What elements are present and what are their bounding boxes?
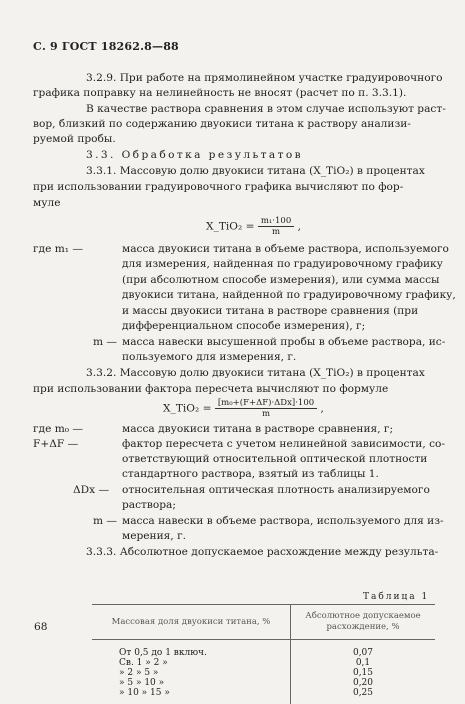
p331-line3: муле (33, 197, 61, 209)
formula-1-lhs: X_TiO₂ = (206, 220, 255, 233)
table-row (92, 640, 435, 659)
where1-line5: и массы двуокиси титана в растворе сравнения (при (122, 305, 419, 317)
section-heading: 3.3. Обработка результатов (86, 149, 304, 161)
table-cell: 0,25 (352, 688, 374, 698)
where1-line4: двуокиси титана, найденной по градуировочному графику, (122, 289, 456, 301)
table-cell: 0,20 (352, 678, 374, 688)
page-header: С. 9 ГОСТ 18262.8—88 (33, 40, 179, 53)
table-cell: » 5 » 10 » (92, 678, 291, 688)
p329-line1: 3.2.9. При работе на прямолинейном участке градуировочного (86, 72, 443, 84)
pref-line2: вор, близкий по содержанию двуокиси титана к раствору анализи- (33, 118, 411, 130)
where-m-term: m — (93, 336, 118, 348)
table-cell: Св. 1 » 2 » (92, 658, 291, 668)
p332-line1: 3.3.2. Массовую долю двуокиси титана (X_TiO₂) в процентах (86, 367, 425, 379)
where1-line2: для измерения, найденная по градуировочному графику (122, 258, 443, 270)
table-row (92, 678, 435, 688)
where2-line1: масса двуокиси титана в растворе сравнения, г; (122, 423, 394, 435)
where-d-line1: относительная оптическая плотность анализируемого (122, 484, 430, 496)
where1-line6: дифференциальном способе измерения), г; (122, 320, 366, 332)
table-cell: » 10 » 15 » (92, 688, 291, 704)
formula-2 (163, 398, 324, 419)
where-f-line2: ответствующий относительной оптической плотности (122, 453, 428, 465)
table-header-row (92, 605, 435, 640)
table-cell: » 2 » 5 » (92, 668, 291, 678)
p331-line1: 3.3.1. Массовую долю двуокиси титана (X_TiO₂) в процентах (86, 165, 425, 177)
where1-line3: (при абсолютном способе измерения), или сумма массы (122, 274, 440, 286)
where-m2-term: m — (93, 515, 118, 527)
formula-1-tail: , (297, 220, 301, 233)
where-m-line1: масса навески высушенной пробы в объеме раствора, ис- (122, 336, 446, 348)
formula-1-numerator: m₁·100 (258, 216, 294, 227)
where-f-term: F+ΔF — (33, 438, 79, 450)
where1-term: где m₁ — (33, 243, 83, 255)
table-cell: 0,15 (352, 668, 374, 678)
p333-line1: 3.3.3. Абсолютное допускаемое расхождение между результа- (86, 546, 439, 558)
where-m2-line2: мерения, г. (122, 530, 187, 542)
where-f-line3: стандартного раствора, взятый из таблицы 1. (122, 468, 379, 480)
pref-line3: руемой пробы. (33, 133, 116, 145)
formula-2-numerator: [m₀+(F+ΔF)·ΔDx]·100 (215, 398, 317, 409)
where1-line1: масса двуокиси титана в объеме раствора, используемого (122, 243, 449, 255)
table-cell: От 0,5 до 1 включ. (92, 640, 291, 659)
formula-1 (206, 216, 301, 237)
where-f-line1: фактор пересчета с учетом нелинейной зависимости, со- (122, 438, 445, 450)
formula-2-denominator: m (261, 409, 271, 419)
where-m-line2: пользуемого для измерения, г. (122, 351, 297, 363)
tolerance-table (92, 604, 435, 704)
table-row (92, 668, 435, 678)
p329-line2: графика поправку на нелинейность не вносят (расчет по п. 3.3.1). (33, 87, 407, 99)
formula-1-denominator: m (272, 227, 281, 237)
where2-term: где m₀ — (33, 423, 83, 435)
formula-1-fraction (258, 216, 294, 237)
p332-line2: при использовании фактора пересчета вычисляют по формуле (33, 383, 389, 395)
where-d-term: ΔDx — (73, 484, 110, 496)
pref-line1: В качестве раствора сравнения в этом случае используют раст- (86, 103, 446, 115)
table-header-cell: Абсолютное допускаемое расхождение, % (291, 605, 436, 640)
table-row (92, 688, 435, 704)
table-header-cell: Массовая доля двуокиси титана, % (92, 605, 291, 640)
where-m2-line1: масса навески в объеме раствора, используемого для из- (122, 515, 444, 527)
table-title: Таблица 1 (363, 592, 430, 602)
table-row (92, 658, 435, 668)
formula-2-lhs: X_TiO₂ = (163, 402, 212, 415)
table-cell: 0,1 (355, 658, 371, 668)
where-d-line2: раствора; (122, 499, 176, 511)
formula-2-tail: , (320, 402, 324, 415)
formula-2-fraction (215, 398, 317, 419)
page-number: 68 (34, 621, 48, 633)
p331-line2: при использовании градуировочного графика вычисляют по фор- (33, 181, 404, 193)
table-cell: 0,07 (352, 648, 374, 658)
